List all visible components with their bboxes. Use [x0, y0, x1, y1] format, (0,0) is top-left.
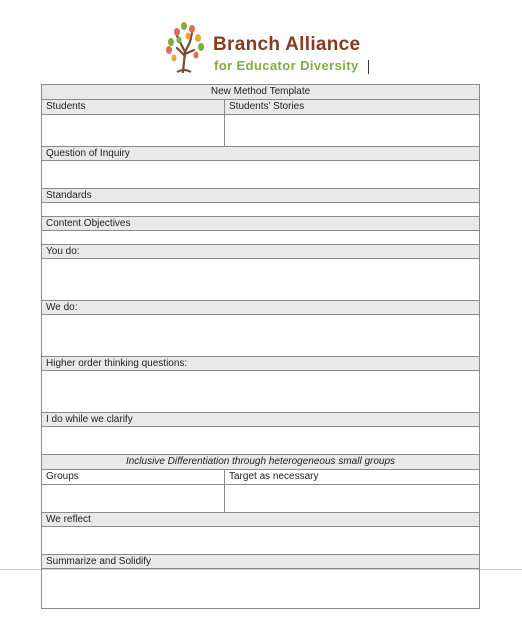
logo-subtitle: for Educator Diversity [214, 58, 359, 73]
content-objectives-entry-row [42, 231, 479, 245]
groups-entry-row [42, 485, 479, 513]
differentiation-header-row [42, 455, 479, 470]
content-objectives-field[interactable] [42, 231, 479, 244]
we-reflect-label: We reflect [46, 514, 91, 525]
i-do-field[interactable] [42, 427, 479, 454]
students-field[interactable] [42, 115, 225, 146]
students-header-row [42, 100, 479, 115]
i-do-entry-row [42, 427, 479, 455]
branch-alliance-logo [157, 18, 377, 78]
content-objectives-header-row [42, 217, 479, 231]
question-label: Question of Inquiry [46, 148, 130, 159]
you-do-header-row [42, 245, 479, 259]
summarize-entry-row [42, 569, 479, 609]
groups-field[interactable] [42, 485, 225, 512]
we-do-entry-row [42, 315, 479, 357]
summarize-header-row [42, 555, 479, 569]
question-field[interactable] [42, 161, 479, 188]
we-reflect-entry-row [42, 527, 479, 555]
we-reflect-field[interactable] [42, 527, 479, 554]
hot-questions-header-row [42, 357, 479, 371]
hot-questions-field[interactable] [42, 371, 479, 412]
groups-label: Groups [42, 470, 225, 484]
hot-questions-entry-row [42, 371, 479, 413]
we-do-field[interactable] [42, 315, 479, 356]
tree-logo-icon [157, 18, 213, 74]
hot-questions-label: Higher order thinking questions: [46, 358, 188, 369]
summarize-label: Summarize and Solidify [46, 556, 152, 567]
question-entry-row [42, 161, 479, 189]
you-do-label: You do: [46, 246, 80, 257]
question-header-row [42, 147, 479, 161]
table-title-row [42, 85, 479, 100]
you-do-entry-row [42, 259, 479, 301]
stories-field[interactable] [225, 115, 479, 146]
differentiation-label: Inclusive Differentiation through heterogeneous small groups [125, 456, 396, 467]
standards-label: Standards [46, 190, 92, 201]
method-template-table [41, 84, 480, 609]
i-do-header-row [42, 413, 479, 427]
table-title: New Method Template [210, 86, 311, 97]
summarize-field[interactable] [42, 569, 479, 608]
i-do-label: I do while we clarify [46, 414, 133, 425]
stories-label: Students’ Stories [229, 101, 305, 112]
we-do-label: We do: [46, 302, 78, 313]
standards-header-row [42, 189, 479, 203]
we-reflect-header-row [42, 513, 479, 527]
standards-field[interactable] [42, 203, 479, 216]
you-do-field[interactable] [42, 259, 479, 300]
target-label: Target as necessary [229, 471, 319, 482]
standards-entry-row [42, 203, 479, 217]
students-entry-row [42, 115, 479, 147]
text-cursor [368, 60, 369, 74]
students-label: Students [42, 100, 225, 114]
content-objectives-label: Content Objectives [46, 218, 131, 229]
logo-title: Branch Alliance [213, 34, 361, 55]
target-field[interactable] [225, 485, 479, 512]
groups-header-row [42, 470, 479, 485]
we-do-header-row [42, 301, 479, 315]
